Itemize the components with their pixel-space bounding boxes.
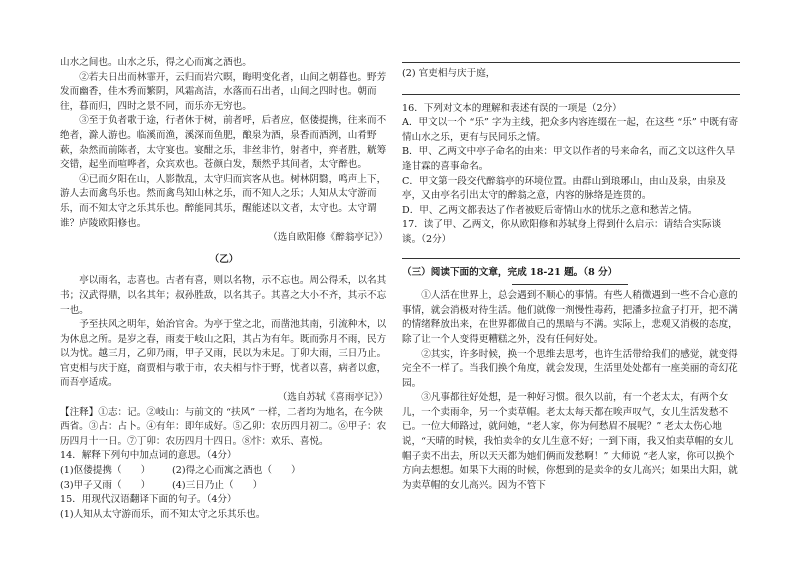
question-16-option-a: A．甲文以一个 “乐” 字为主线，把众多内容连缀在一起，在这些 “乐” 中既有寄情山水之乐，更有与民同乐之情。 <box>402 117 739 143</box>
section-3-heading: （三）阅读下面的文章，完成 18-21 题。（8 分） <box>402 266 618 278</box>
title-blank-line <box>512 284 628 285</box>
passage-yi-title: （乙） <box>209 253 239 265</box>
source-yi: （选自苏轼《喜雨亭记》） <box>277 392 388 404</box>
right-column <box>402 56 740 493</box>
question-14-item-1: (1)伛偻提携（ ） <box>60 465 151 477</box>
question-15-item-1: (1)人知从太守游而乐，而不知太守之乐其乐也。 <box>60 508 266 520</box>
question-14-row-1 <box>60 464 388 479</box>
question-17: 17．读了甲、乙两文，你从欧阳修和苏轼身上得到什么启示：请结合实际谈谈。（2分） <box>402 219 722 245</box>
annotation-note: 【注释】①志：记。②岐山：与前文的 “扶风” 一样，二者均为地名，在今陕西省。③占：占卜。④有年：即年成好。⑤乙卯：农历四月初二。⑥甲子：农历四月十一日。⑦丁卯：农历四月十四日。⑧忭：欢乐、喜悦。 <box>60 406 387 447</box>
reading-para-3: ③凡事都往好处想，是一种好习惯。很久以前，有一个老太太，有两个女儿，一个卖雨伞，另一个卖草帽。老太太每天都在唉声叹气，女儿生活发愁不已。一位大师路过，就问她，“老人家，你为何愁眉不展呢？” 老太太伤心地说，“天晴的时候，我怕卖伞的女儿生意不好；一到下雨，我又怕卖草帽的女儿帽子卖不出去，所以天天都为她们俩而发愁啊！” 大师说 “老人家，你可以换个方向去想想。如果下大雨的时候，你想到的是卖伞的女儿高兴；如果出大阳，就为卖草帽的女儿高兴。因为不管下 <box>402 392 738 491</box>
reading-para-1: ①人活在世界上，总会遇到不顺心的事情。有些人稍微遇到一些不合心意的事情，就会消极对待生活。他们就像一剂慢性毒药，把潘多拉盒子打开，把不满的情绪释放出来，在世界都做自己的黑暗与不满。实际上，悲观又消极的态度，除了让一个人变得更糟糕之外，没有任何好处。 <box>402 290 738 345</box>
passage-jia-end: 山水之间也。山水之乐，得之心而寓之酒也。 <box>60 57 252 68</box>
passage-yi-para-2: 予至扶风之明年，始治官舍。为亭于堂之北，而凿池其南，引流种木，以为休息之所。是岁之春，雨麦于岐山之阳，其占为有年。既而弥月不雨，民方以为忧。越三月，乙卯乃雨，甲子又雨，民以为未足。丁卯大雨，三日乃止。官吏相与庆于庭，商贾相与歌于市，农夫相与忭于野，忧者以喜，病者以愈，而吾亭适成。 <box>60 319 387 389</box>
question-14-row-2 <box>60 479 388 494</box>
answer-line <box>402 62 740 63</box>
question-14: 14．解释下列句中加点词的意思。（4分） <box>60 450 237 462</box>
question-14-item-4: (4)三日乃止（ ） <box>172 479 263 491</box>
question-16-option-c: C．甲文第一段交代醉翁亭的环境位置。由群山到琅琊山，由山及泉，由泉及亭，又由亭名引出太守的醉翁之意，内容的脉络是连贯的。 <box>402 175 726 202</box>
question-14-item-2: (2)得之心而寓之酒也（ ） <box>172 465 301 477</box>
question-16-option-d: D．甲、乙两文都表达了作者被贬后寄情山水的忧乐之意和愁苦之情。 <box>402 204 698 216</box>
left-column <box>60 56 388 522</box>
passage-para-3: ③至于负者歌于途，行者休于树，前者呼，后者应，伛偻提携，往来而不绝者，滁人游也。临溪而渔，溪深而鱼肥，酿泉为酒，泉香而酒洌，山肴野蔌，杂然而前陈者，太守宴也。宴酣之乐，非丝非竹，射者中，弈者胜，觥筹交错，起坐而喧哗者，众宾欢也。苍颜白发，颓然乎其间者，太守醉也。 <box>60 115 387 171</box>
passage-para-2: ②若夫日出而林霏开，云归而岩穴暝，晦明变化者，山间之朝暮也。野芳发而幽香，佳木秀而繁阴，风霜高洁，水落而石出者，山间之四时也。朝而往，暮而归，四时之景不同，而乐亦无穷也。 <box>60 71 387 112</box>
question-15: 15．用现代汉语翻译下面的句子。（4分） <box>60 494 237 506</box>
question-14-item-3: (3)甲子又雨（ ） <box>60 479 151 491</box>
passage-para-4: ④已而夕阳在山，人影散乱，太守归而宾客从也。树林阴翳，鸣声上下，游人去而禽鸟乐也。然而禽鸟知山林之乐，而不知人之乐；人知从太守游而乐，而不知太守之乐其乐也。醉能同其乐，醒能述以文者，太守也。太守谓谁？庐陵欧阳修也。 <box>60 173 387 229</box>
question-15-item-2: (2) 官吏相与庆于庭， <box>402 68 496 79</box>
question-16-option-b: B．甲、乙两文中亭子命名的由来：甲文以作者的号来命名，而乙文以这件久旱逢甘霖的喜事命名。 <box>402 146 736 172</box>
source-jia: （选自欧阳修《醉翁亭记》） <box>268 232 388 244</box>
reading-para-2: ②其实，许多时候，换一个思维去思考，也许生活带给我们的感觉，就变得完全不一样了。当我们换个角度，就会发现，生活里处处都有一座美丽的奇幻花园。 <box>402 348 738 389</box>
passage-yi-para-1: 亭以雨名，志喜也。古者有喜，则以名物，示不忘也。周公得禾，以名其书；汉武得鼎，以名其年；叔孙胜敌，以名其子。其喜之大小不齐，其示不忘一也。 <box>60 275 387 316</box>
question-16: 16．下列对文本的理解和表述有误的一项是（2分） <box>402 102 622 114</box>
